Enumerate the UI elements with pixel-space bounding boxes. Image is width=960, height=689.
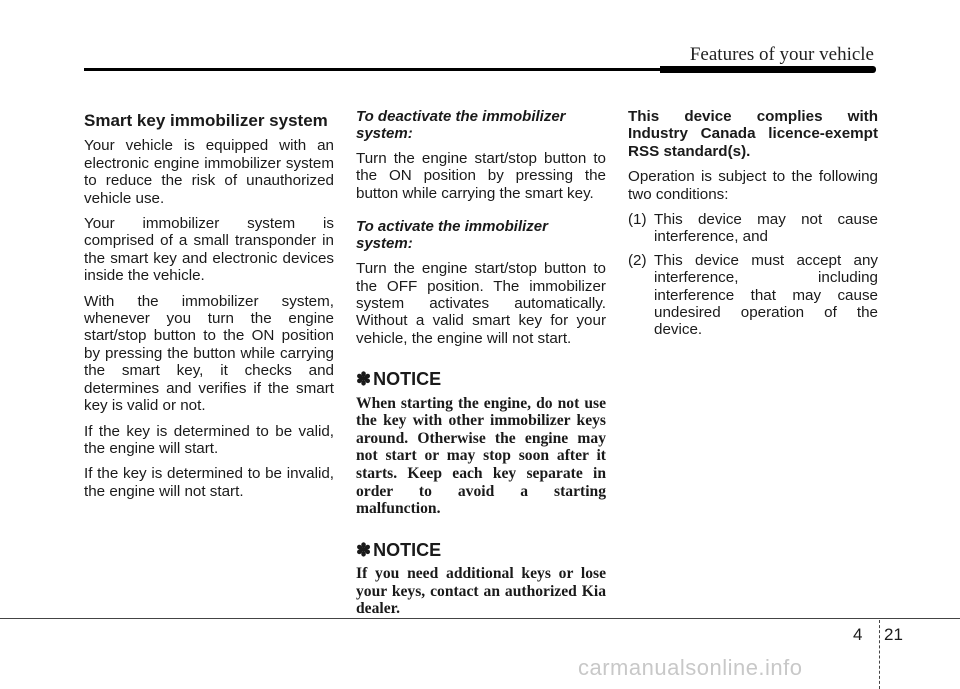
conditions-intro: Operation is subject to the following two conditions: — [628, 168, 878, 203]
paragraph: Your vehicle is equipped with an electronic engine immobilizer system to reduce the risk of unauthorized vehicle use. — [84, 137, 334, 207]
column-middle — [356, 108, 606, 626]
smart-key-heading: Smart key immobilizer system — [84, 111, 328, 130]
deactivate-text: Turn the engine start/stop button to the ON position by pressing the button while carrying the smart key. — [356, 150, 606, 202]
footer-rule — [0, 618, 960, 619]
column-right — [628, 108, 878, 345]
header-tab-bar — [660, 66, 876, 73]
notice-title — [356, 539, 606, 560]
notice-asterisk-icon: ✽ — [356, 539, 372, 560]
footer-divider — [879, 620, 880, 689]
notice-label: NOTICE — [373, 539, 442, 560]
list-number: (1) — [628, 211, 647, 229]
section-title: Features of your vehicle — [689, 44, 874, 65]
list-item — [628, 211, 878, 246]
notice-title — [356, 371, 606, 388]
list-text: This device must accept any interference, including interference that may cause undesired operation of the device. — [654, 251, 878, 339]
conditions-list — [628, 211, 878, 339]
activate-heading: To activate the immobilizer system: — [356, 218, 548, 253]
chapter-number: 4 — [853, 625, 863, 644]
notice-text: When starting the engine, do not use the key with other immobilizer keys around. Otherwise the engine may not start or may stop soon after it starts. Keep each key separate in order to avoid a starting malfunction. — [356, 394, 606, 518]
list-item — [628, 252, 878, 339]
paragraph: If the key is determined to be invalid, the engine will not start. — [84, 465, 334, 500]
activate-text: Turn the engine start/stop button to the OFF position. The immobilizer system activates automatically. Without a valid smart key for your vehicle, the engine will not start. — [356, 260, 606, 347]
compliance-statement: This device complies with Industry Canada licence-exempt RSS standard(s). — [628, 108, 878, 160]
notice-text: If you need additional keys or lose your keys, contact an authorized Kia dealer. — [356, 565, 606, 618]
deactivate-heading: To deactivate the immobilizer system: — [356, 108, 566, 142]
header-rule — [84, 68, 660, 71]
watermark: carmanualsonline.info — [578, 655, 803, 680]
notice-asterisk-icon: ✽ — [356, 369, 372, 390]
list-number: (2) — [628, 251, 647, 269]
notice-label: NOTICE — [373, 369, 442, 390]
list-text: This device may not cause interference, and — [654, 211, 878, 246]
paragraph: If the key is determined to be valid, the engine will start. — [84, 422, 334, 457]
column-left — [84, 108, 334, 508]
page-number: 21 — [884, 625, 903, 644]
paragraph: Your immobilizer system is comprised of a small transponder in the smart key and electronic devices inside the vehicle. — [84, 215, 334, 285]
paragraph: With the immobilizer system, whenever you turn the engine start/stop button to the ON position by pressing the button while carrying the smart key, it checks and determines and verifies if the smart key is valid or not. — [84, 292, 334, 415]
